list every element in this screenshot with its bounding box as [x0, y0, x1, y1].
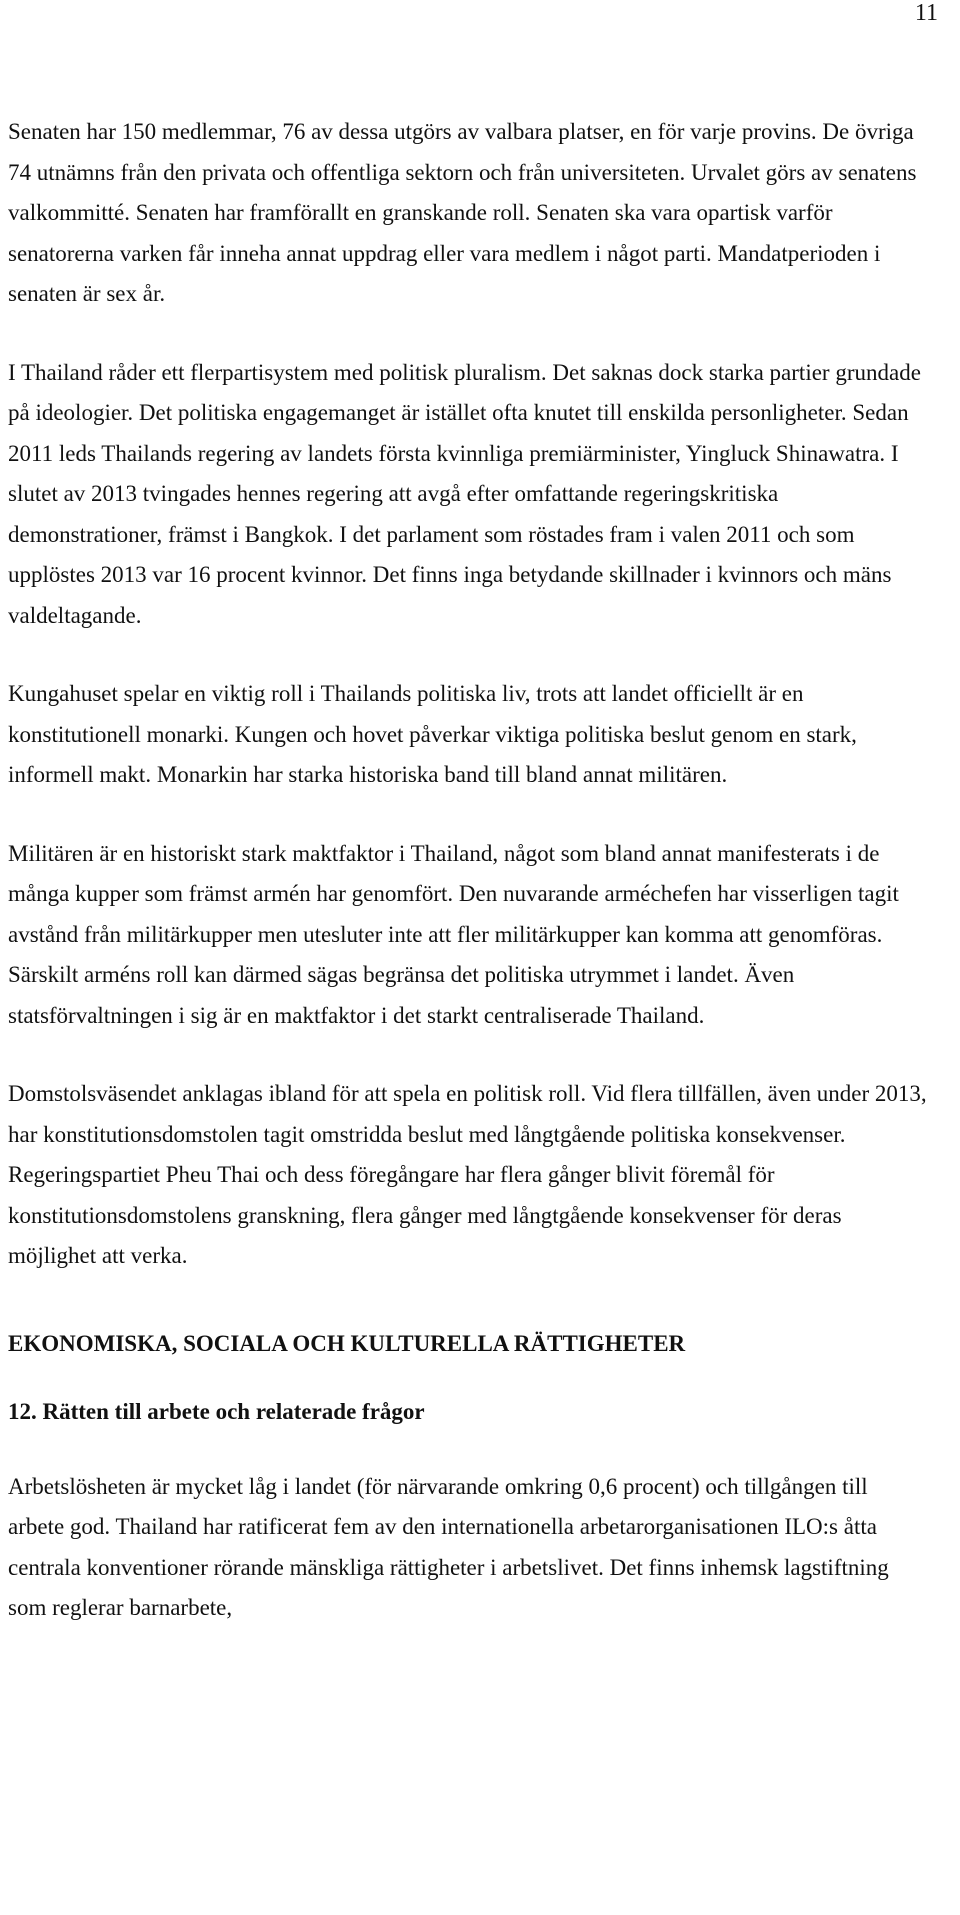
document-body — [8, 112, 928, 1629]
paragraph-right-to-work: Arbetslösheten är mycket låg i landet (för närvarande omkring 0,6 procent) och tillgången till arbete god. Thailand har ratificerat fem av den internationella arbetarorganisationen ILO:s åtta centrala konventioner rörande mänskliga rättigheter i arbetslivet. Det finns inhemsk lagstiftning som reglerar barnarbete, — [8, 1473, 889, 1620]
paragraph-military: Militären är en historiskt stark maktfaktor i Thailand, något som bland annat manifesterats i de många kupper som främst armén har genomfört. Den nuvarande arméchefen har visserligen tagit avstånd från militärkupper men utesluter inte att fler militärkupper kan komma att genomföras. Särskilt arméns roll kan därmed sägas begränsa det politiska utrymmet i landet. Även statsförvaltningen i sig är en maktfaktor i det starkt centraliserade Thailand. — [8, 840, 899, 1028]
section-heading: EKONOMISKA, SOCIALA OCH KULTURELLA RÄTTIGHETER — [8, 1330, 686, 1356]
paragraph-party-system: I Thailand råder ett flerpartisystem med politisk pluralism. Det saknas dock starka partier grundade på ideologier. Det politiska engagemanget är istället ofta knutet till enskilda personligheter. Sedan 2011 leds Thailands regering av landets första kvinnliga premiärminister, Yingluck Shinawatra. I slutet av 2013 tvingades hennes regering att avgå efter omfattande regeringskritiska demonstrationer, främst i Bangkok. I det parlament som röstades fram i valen 2011 och som upplöstes 2013 var 16 procent kvinnor. Det finns inga betydande skillnader i kvinnors och mäns valdeltagande. — [8, 359, 921, 628]
paragraph-judiciary: Domstolsväsendet anklagas ibland för att spela en politisk roll. Vid flera tillfällen, även under 2013, har konstitutionsdomstolen tagit omstridda beslut med långtgående politiska konsekvenser. Regeringspartiet Pheu Thai och dess föregångare har flera gånger blivit föremål för konstitutionsdomstolens granskning, flera gånger med långtgående konsekvenser för deras möjlighet att verka. — [8, 1081, 927, 1268]
page-number: 11 — [914, 0, 938, 26]
paragraph-senate: Senaten har 150 medlemmar, 76 av dessa utgörs av valbara platser, en för varje provins. De övriga 74 utnämns från den privata och offentliga sektorn och från universiteten. Urvalet görs av senatens valkommitté. Senaten har framförallt en granskande roll. Senaten ska vara opartisk varför senatorerna varken får inneha annat uppdrag eller vara medlem i något parti. Mandatperioden i senaten är sex år. — [8, 119, 917, 306]
subsection-heading: 12. Rätten till arbete och relaterade frågor — [8, 1398, 425, 1424]
paragraph-royal-house: Kungahuset spelar en viktig roll i Thailands politiska liv, trots att landet officiellt är en konstitutionell monarki. Kungen och hovet påverkar viktiga politiska beslut genom en stark, informell makt. Monarkin har starka historiska band till bland annat militären. — [8, 681, 857, 787]
